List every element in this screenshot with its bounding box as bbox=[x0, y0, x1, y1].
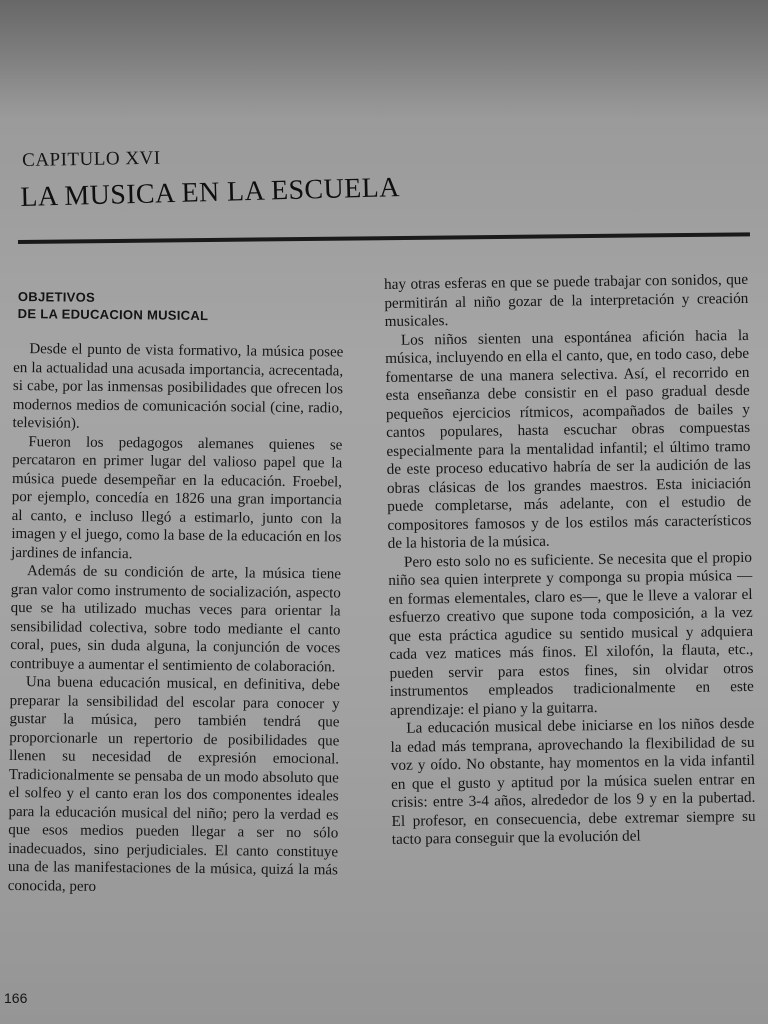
paragraph: Una buena educación musical, en definitiva, debe preparar la sensibilidad del escolar para conocer y gustar la música, pero también tendrá que proporcionarle un repertorio de posibilidades que llenen su necesidad de expresión emocional. Tradicionalmente se pensaba de un modo absoluto que el solfeo y el canto eran los dos componentes ideales para la educación musical del niño; pero la verdad es que esos medios pueden llegar a ser no sólo inadecuados, sino perjudiciales. El canto constituye una de las manifestaciones de la música, quizá la más conocida, pero bbox=[7, 674, 340, 895]
paragraph-continuation: hay otras esferas en que se puede trabajar con sonidos, que permitirán al niño gozar de la interpretación y creación musicales. bbox=[384, 270, 749, 330]
paragraph: Pero esto solo no es suficiente. Se necesita que el propio niño sea quien interprete y componga su propia música —en formas elementales, claro es—, que le lleve a valorar el esfuerzo creativo que supone toda composición, a la vez que esta práctica agudice su sentido musical y adquiera cada vez matices más finos. El xilofón, la flauta, etc., pueden servir para estos fines, sin olvidar otros instrumentos empleados tradicionalmente en este aprendizaje: el piano y la guitarra. bbox=[388, 548, 754, 719]
paragraph: La educación musical debe iniciarse en los niños desde la edad más temprana, aprovechando la flexibilidad de su voz y oído. No obstante, hay momentos en la vida infantil en que el gusto y aptitud por la música suelen entrar en crisis: entre 3-4 años, alrededor de los 9 y en la pubertad. El profesor, en consecuencia, debe extremar siempre su tacto para conseguir que la evolución del bbox=[390, 714, 756, 848]
chapter-label: CAPITULO XVI bbox=[22, 147, 161, 171]
right-column bbox=[384, 271, 756, 850]
paragraph: Fueron los pedagogos alemanes quienes se percataron en primer lugar del valioso papel que la música puede desempeñar en la educación. Froebel, por ejemplo, concedía en 1826 una gran importancia al canto, e incluso llegó a estimarlo, junto con la imagen y el juego, como la base de la educación en los jardines de infancia. bbox=[11, 433, 343, 562]
section-heading-line2: DE LA EDUCACION MUSICAL bbox=[17, 306, 209, 324]
paragraph: Además de su condición de arte, la música tiene gran valor como instrumento de socialización, aspecto que se ha utilizado muchas veces para orientar la sensibilidad colectiva, sobre todo mediante el canto coral, pues, sin duda alguna, la conjunción de voces contribuye a aumentar el sentimiento de colaboración. bbox=[9, 563, 342, 675]
section-heading-line1: OBJETIVOS bbox=[17, 289, 96, 305]
section-heading bbox=[18, 288, 344, 325]
left-column bbox=[8, 288, 344, 898]
paragraph: Los niños sienten una espontánea afición hacia la música, incluyendo en ella el canto, que, en todo caso, debe fomentarse de una manera selectiva. Así, el recorrido en esta enseñanza debe consistir en el paso gradual desde pequeños ejercicios rítmicos, acompañados de bailes y cantos populares, hasta escuchar obras compuestas especialmente para la mentalidad infantil; el último tramo de este proceso educativo habría de ser la audición de las obras clásicas de los grandes maestros. Esta iniciación puede completarse, más adelante, con el estudio de compositores famosos y de los estilos más característicos de la historia de la música. bbox=[385, 326, 752, 552]
title-rule bbox=[18, 232, 750, 244]
chapter-title: LA MUSICA EN LA ESCUELA bbox=[20, 172, 401, 213]
paragraph: Desde el punto de vista formativo, la música posee en la actualidad una acusada importancia, acrecentada, si cabe, por las inmensas posibilidades que ofrecen los modernos medios de comunicación social (cine, radio, televisión). bbox=[12, 341, 344, 432]
bleed-through-shadow bbox=[0, 0, 768, 120]
page-number: 166 bbox=[4, 990, 28, 1006]
